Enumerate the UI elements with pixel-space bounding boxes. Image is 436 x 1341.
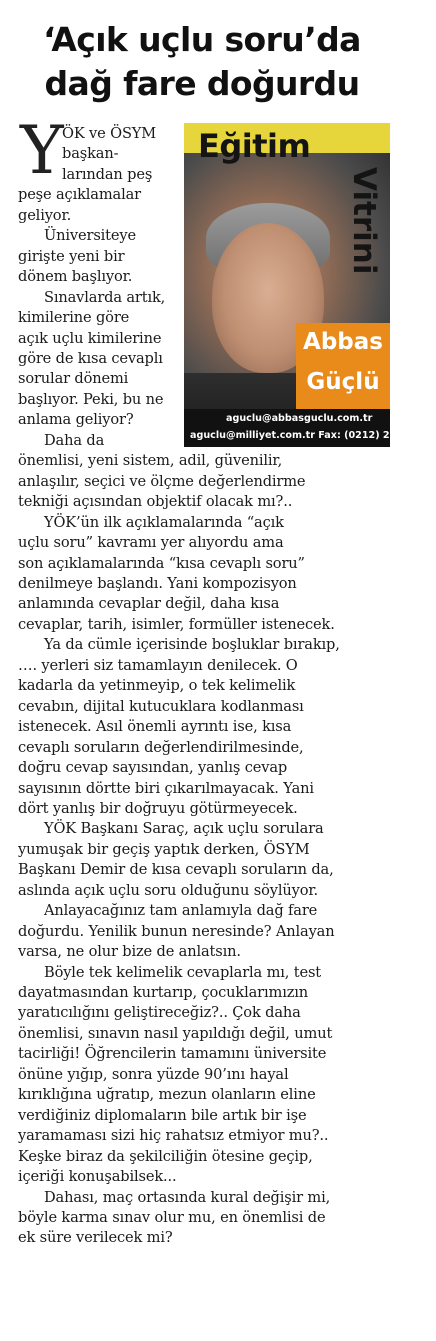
article-line: YÖK’ün ilk açıklamalarında “açık — [44, 513, 284, 531]
narrow-block-a — [18, 124, 390, 185]
article-line: kadarla da yetinmeyip, o tek kelimelik — [18, 677, 296, 695]
headline-line-1: ‘Açık uçlu soru’da — [43, 20, 361, 59]
article-line: ÖK ve ÖSYM — [62, 125, 157, 142]
article-line: cevaplar, tarih, isimler, formüller istenecek. — [18, 615, 335, 633]
article-line: Sınavlarda artık, — [44, 288, 166, 306]
article-line: Böyle tek kelimelik cevaplarla mı, test — [44, 963, 322, 981]
narrow-block-b — [18, 185, 390, 451]
article-line: …. yerleri siz tamamlayın denilecek. O — [18, 656, 298, 674]
article-line: YÖK Başkanı Saraç, açık uçlu sorulara — [44, 820, 324, 838]
article-line: başkan- — [62, 145, 119, 163]
article-line: tacirliği! Öğrencilerin tamamını üniversite — [18, 1045, 327, 1063]
article-line: doğurdu. Yenilik bunun neresinde? Anlayan — [18, 922, 335, 940]
article-line: tekniği açısından objektif olacak mı?.. — [18, 493, 293, 511]
article-body — [18, 124, 390, 1249]
article-line: geliyor. — [18, 206, 72, 224]
drop-cap: Y — [20, 112, 64, 189]
article-line: Daha da — [44, 431, 105, 449]
article-line: girişte yeni bir — [18, 247, 125, 265]
article-line: denilmeye başlandı. Yani kompozisyon — [18, 574, 297, 592]
article-line: dönem başlıyor. — [18, 268, 133, 286]
article-line: anlama geliyor? — [18, 411, 134, 429]
column-title-vertical: Vitrini — [346, 167, 382, 275]
article-line: göre de kısa cevaplı — [18, 349, 163, 367]
article-line: önüne yığıp, sonra yüzde 90’ını hayal — [18, 1065, 289, 1083]
article-line: Dahası, maç ortasında kural değişir mi, — [44, 1188, 331, 1206]
article-line: Ya da cümle içerisinde boşluklar bırakıp, — [44, 636, 340, 654]
article-line: son açıklamalarında “kısa cevaplı soru” — [18, 554, 305, 572]
article-line: doğru cevap sayısından, yanlış cevap — [18, 759, 288, 777]
article-line: böyle karma sınav olur mu, en önemlisi de — [18, 1209, 326, 1227]
article-line: Anlayacağınız tam anlamıyla dağ fare — [44, 902, 318, 920]
headline — [0, 18, 404, 106]
article-line: sorular dönemi — [18, 370, 129, 388]
article-line: varsa, ne olur bize de anlatsın. — [18, 943, 241, 961]
article-line: anlamında cevaplar değil, daha kısa — [18, 595, 280, 613]
article-line: ek süre verilecek mi? — [18, 1229, 173, 1247]
article-line: verdiğiniz diplomaların bile artık bir işe — [18, 1106, 307, 1124]
article-line: aslında açık uçlu soru olduğunu söylüyor. — [18, 881, 319, 899]
article-line: sayısının dörtte biri çıkarılmayacak. Yani — [18, 779, 314, 797]
author-email[interactable]: aguclu@abbasguclu.com.tr — [226, 413, 373, 424]
article-line: yaramaması sizi hiç rahatsız etmiyor mu?.. — [18, 1127, 329, 1145]
article-line: peşe açıklamalar — [18, 186, 141, 204]
article-line: larından peş — [62, 165, 153, 183]
article-line: içeriği konuşabilsek... — [18, 1168, 177, 1186]
article-line: dayatmasından kurtarıp, çocuklarımızın — [18, 984, 309, 1002]
article-line: açık uçlu kimilerine — [18, 329, 162, 347]
column-title: Eğitim — [198, 127, 311, 165]
article-line: Üniversiteye — [44, 227, 136, 245]
article-line: cevaplı soruların değerlendirilmesinde, — [18, 738, 304, 756]
author-email-fax: aguclu@milliyet.com.tr Fax: (0212) 230 90 17 — [190, 430, 436, 441]
author-first-name: Abbas — [303, 329, 383, 355]
wide-block — [18, 451, 390, 1249]
article-line: Başkanı Demir de kısa cevaplı soruların da, — [18, 861, 334, 879]
article-line: başlıyor. Peki, bu ne — [18, 390, 164, 408]
article-line: önemlisi, yeni sistem, adil, güvenilir, — [18, 452, 283, 470]
article-line: yumuşak bir geçiş yaptık derken, ÖSYM — [18, 840, 310, 858]
article-line: istenecek. Asıl önemli ayrıntı ise, kısa — [18, 718, 292, 736]
article-line: yaratıcılığını geliştireceğiz?.. Çok daha — [18, 1004, 301, 1022]
article-line: önemlisi, sınavın nasıl yapıldığı değil, umut — [18, 1024, 333, 1042]
article-line: cevabın, dijital kutucuklara kodlanması — [18, 697, 304, 715]
article-line: kırıklığına uğratıp, mezun olanların eline — [18, 1086, 316, 1104]
article-line: Keşke biraz da şekilciliğin ötesine geçip, — [18, 1147, 313, 1165]
author-last-name: Güçlü — [306, 369, 380, 395]
article-line: dört yanlış bir doğruyu götürmeyecek. — [18, 799, 298, 817]
headline-line-2: dağ fare doğurdu — [44, 64, 360, 103]
article-line: kimilerine göre — [18, 309, 130, 327]
article-line: anlaşılır, seçici ve ölçme değerlendirme — [18, 472, 306, 490]
article-line: uçlu soru” kavramı yer alıyordu ama — [18, 534, 284, 552]
